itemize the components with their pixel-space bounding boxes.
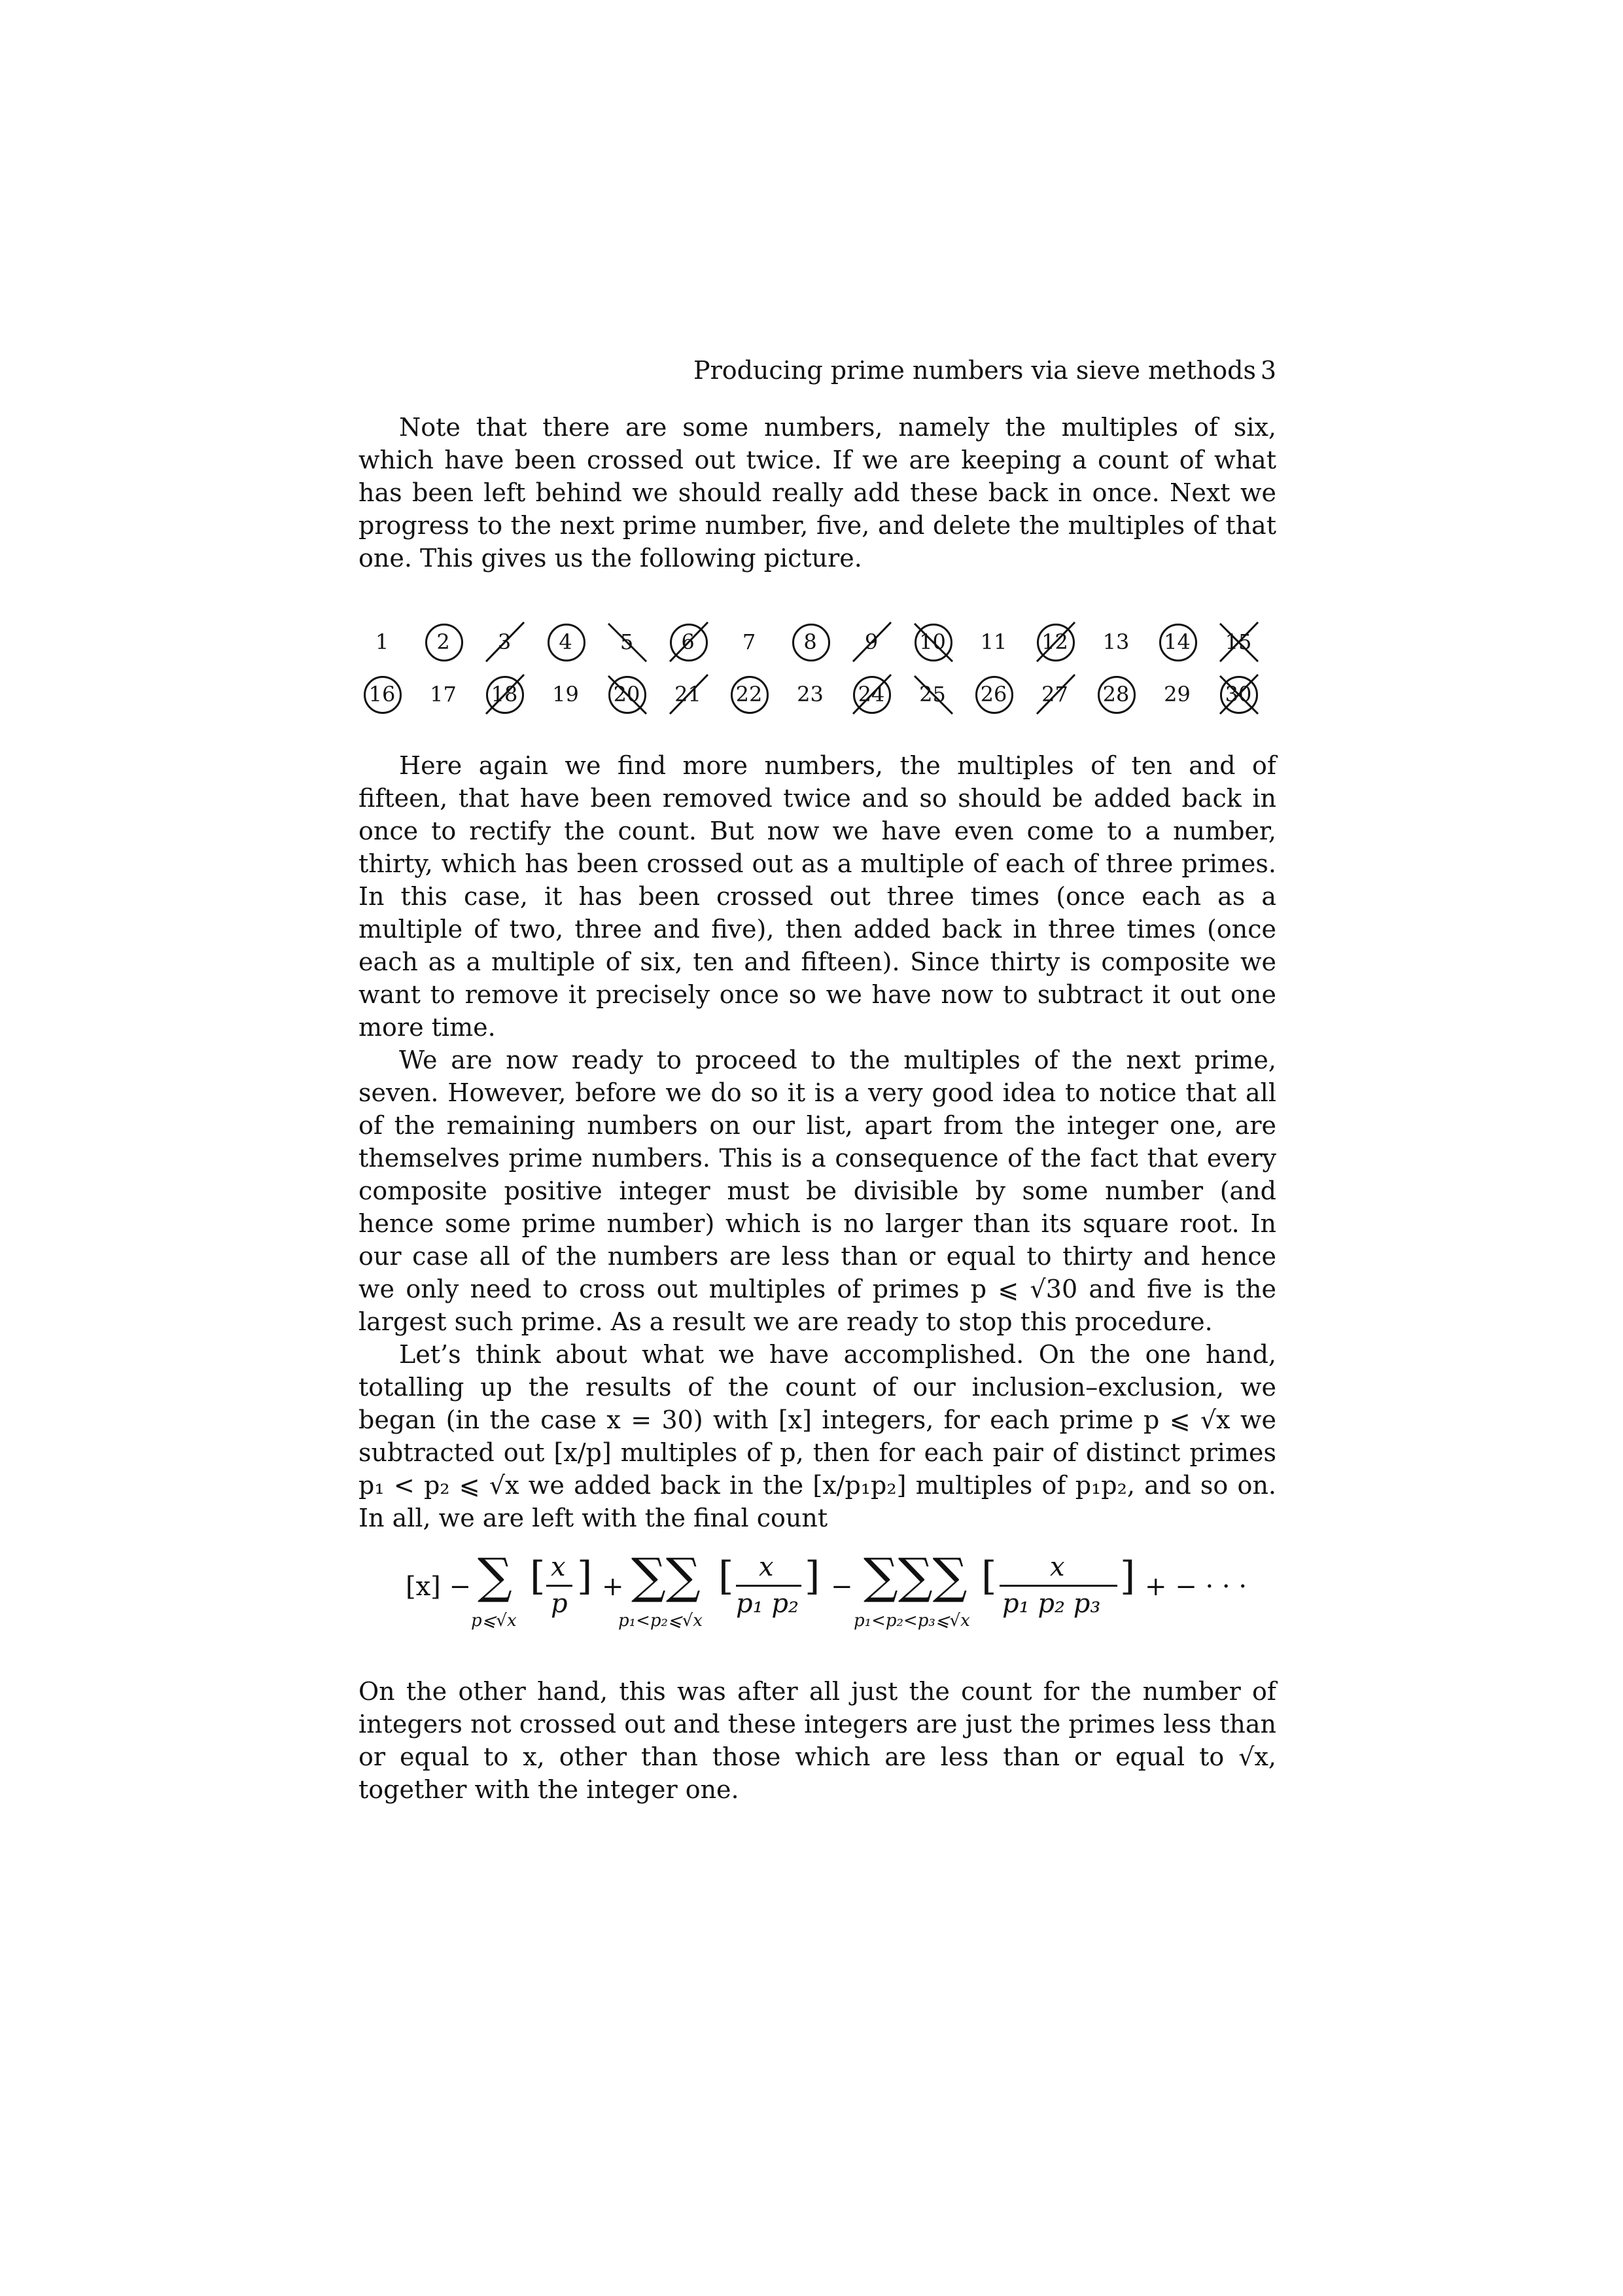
left-bracket-2: [ (718, 1553, 734, 1599)
sieve-number-label: 29 (1164, 682, 1191, 707)
sum-3-subscript: p₁<p₂<p₃⩽√x (854, 1611, 970, 1631)
sieve-number-label: 7 (742, 629, 756, 654)
sieve-number (1215, 671, 1262, 718)
right-bracket-3: ] (1120, 1553, 1136, 1599)
minus-sign-2: − (831, 1572, 853, 1602)
sieve-number (665, 618, 712, 665)
sieve-number-label: 23 (797, 682, 824, 707)
frac1-numerator: x (551, 1552, 566, 1582)
sieve-number-label: 2 (436, 629, 450, 654)
sieve-number-label: 11 (980, 629, 1007, 654)
page-number: 3 (1260, 356, 1276, 385)
left-bracket-3: [ (981, 1553, 997, 1599)
sieve-number (542, 671, 589, 718)
sieve-number (848, 618, 895, 665)
sieve-number (1154, 671, 1201, 718)
frac1-bar (546, 1585, 572, 1587)
sieve-number-label: 30 (1225, 682, 1252, 707)
sum-1-subscript: p⩽√x (471, 1611, 517, 1631)
paragraph-4: Let’s think about what we have accomplished. On the one hand, totalling up the results of the count of our inclusion–exclusion, we began (in the case x = 30) with [x] integers, for each prime p ⩽ √x we subtracted out [x/p] multiples of p, then for each pair of distinct primes p₁ < p₂ ⩽ √x we added back in the [x/p₁p₂] multiples of p₁p₂, and so on. In all, we are left with the final count (358, 1340, 1276, 1532)
sieve-number (1032, 671, 1079, 718)
sieve-number (420, 671, 467, 718)
sieve-number-label: 25 (919, 682, 946, 707)
sieve-number-label: 17 (430, 682, 457, 707)
sieve-number-label: 16 (368, 682, 396, 707)
sieve-number-label: 21 (674, 682, 701, 707)
sieve-number-label: 15 (1225, 629, 1252, 654)
frac1-denominator: p (551, 1589, 568, 1619)
sieve-number (481, 618, 528, 665)
plus-sign-1: + (602, 1572, 624, 1602)
sum-symbol-2: ∑∑ (631, 1548, 701, 1604)
sieve-figure (358, 618, 1276, 733)
formula-tail: + − · · · (1145, 1572, 1248, 1602)
frac2-denominator: p₁ p₂ (736, 1589, 799, 1619)
sieve-number-label: 13 (1102, 629, 1130, 654)
right-bracket-1: ] (577, 1553, 593, 1599)
sum-2-subscript: p₁<p₂⩽√x (618, 1611, 703, 1631)
sieve-number (358, 671, 406, 718)
inclusion-exclusion-formula (406, 1538, 1256, 1649)
running-header (693, 351, 1276, 390)
sieve-number (1215, 618, 1262, 665)
sieve-number-label: 26 (980, 682, 1007, 707)
sieve-number-label: 5 (620, 629, 634, 654)
left-bracket-1: [ (530, 1553, 546, 1599)
sieve-number (603, 671, 650, 718)
sieve-number (1032, 618, 1079, 665)
frac3-bar (1000, 1585, 1117, 1587)
sieve-number-label: 18 (491, 682, 518, 707)
sieve-number (725, 671, 773, 718)
paragraph-1: Note that there are some numbers, namely the multiples of six, which have been crossed out twice. If we are keeping a count of what has been left behind we should really add these back in once. Next we progress to the next prime number, five, and delete the multiples of that one. This gives us the following picture. (358, 413, 1276, 573)
frac3-numerator: x (1050, 1552, 1065, 1582)
sieve-number (420, 618, 467, 665)
sieve-number (665, 671, 712, 718)
sieve-number-label: 1 (375, 629, 389, 654)
sieve-number (481, 671, 528, 718)
frac3-denominator: p₁ p₂ p₃ (1002, 1589, 1101, 1619)
sieve-number-label: 14 (1164, 629, 1191, 654)
sieve-number (787, 618, 834, 665)
sum-symbol-1: ∑ (478, 1548, 512, 1604)
paragraph-5: On the other hand, this was after all just the count for the number of integers not crossed out and these integers are just the primes less than or equal to x, other than those which are less than or equal to √x, together with the integer one. (358, 1677, 1276, 1804)
sieve-number (848, 671, 895, 718)
sieve-number (909, 671, 956, 718)
sieve-number (970, 671, 1017, 718)
sieve-number-label: 6 (681, 629, 695, 654)
sieve-number-label: 9 (864, 629, 879, 654)
sieve-number (909, 618, 956, 665)
paragraph-2: Here again we find more numbers, the multiples of ten and of fifteen, that have been removed twice and so should be added back in once to rectify the count. But now we have even come to a number, thirty, which has been crossed out as a multiple of each of three primes. In this case, it has been crossed out three times (once each as a multiple of two, three and five), then added back in three times (once each as a multiple of six, ten and fifteen). Since thirty is composite we want to remove it precisely once so we have now to subtract it out one more time. (358, 751, 1276, 1042)
formula-floor-x: [x] − (406, 1572, 471, 1602)
sieve-number (787, 671, 834, 718)
sieve-number (1092, 671, 1140, 718)
sieve-number (542, 618, 589, 665)
sieve-number-label: 28 (1102, 682, 1130, 707)
sieve-number-label: 4 (559, 629, 572, 654)
sieve-number-label: 27 (1041, 682, 1068, 707)
frac2-bar (736, 1585, 801, 1587)
sieve-number-label: 8 (803, 629, 817, 654)
sum-symbol-3: ∑∑∑ (864, 1548, 968, 1604)
sieve-number (603, 618, 650, 665)
sieve-number (358, 618, 406, 665)
sieve-number-label: 19 (552, 682, 579, 707)
sieve-number (725, 618, 773, 665)
sieve-number-label: 12 (1041, 629, 1068, 654)
sieve-number-label: 22 (735, 682, 763, 707)
sieve-number (1154, 618, 1201, 665)
frac2-numerator: x (759, 1552, 774, 1582)
right-bracket-2: ] (805, 1553, 820, 1599)
sieve-number-label: 10 (919, 629, 946, 654)
sieve-number-label: 3 (497, 629, 512, 654)
sieve-number (1092, 618, 1140, 665)
sieve-number-label: 20 (613, 682, 640, 707)
sieve-number-label: 24 (858, 682, 885, 707)
running-title: Producing prime numbers via sieve methods (693, 356, 1257, 385)
paragraph-3: We are now ready to proceed to the multiples of the next prime, seven. However, before we do so it is a very good idea to notice that all of the remaining numbers on our list, apart from the integer one, are themselves prime numbers. This is a consequence of the fact that every composite positive integer must be divisible by some number (and hence some prime number) which is no larger than its square root. In our case all of the numbers are less than or equal to thirty and hence we only need to cross out multiples of primes p ⩽ √30 and five is the largest such prime. As a result we are ready to stop this procedure. (358, 1046, 1276, 1336)
sieve-number (970, 618, 1017, 665)
